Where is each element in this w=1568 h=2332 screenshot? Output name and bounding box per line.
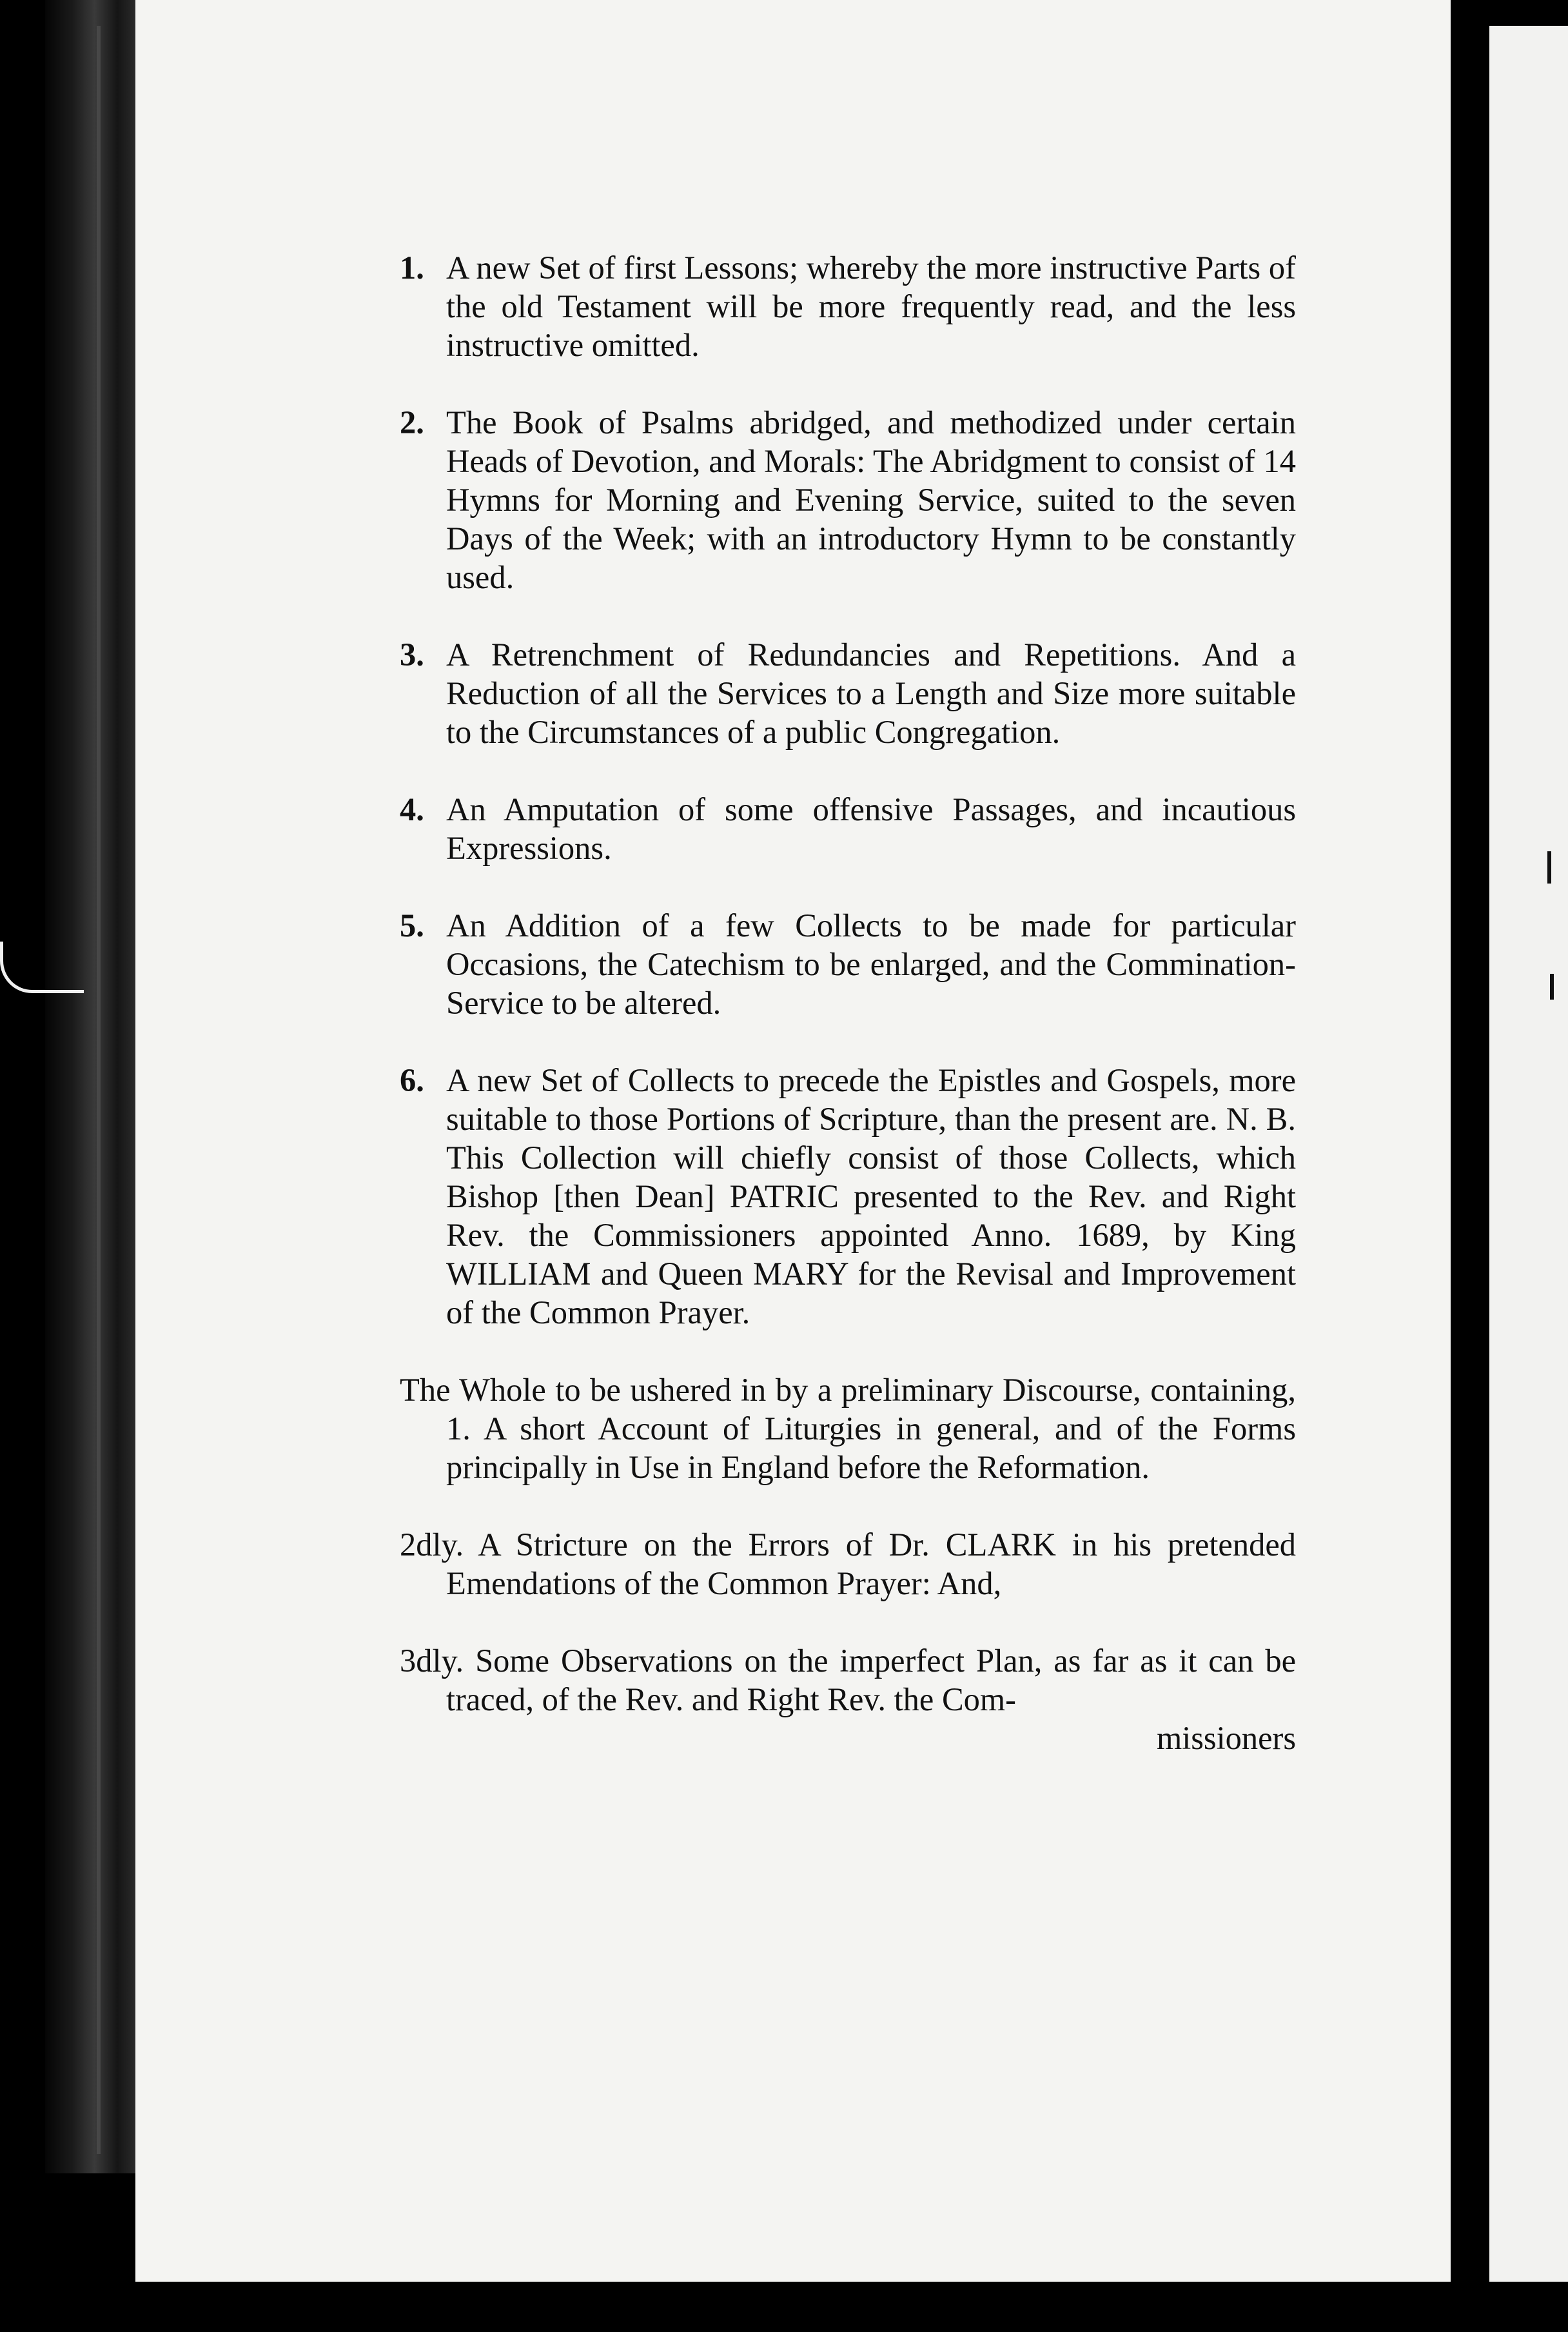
item-number: 2. bbox=[400, 404, 424, 440]
edge-mark bbox=[1550, 974, 1554, 1000]
list-item bbox=[400, 248, 1296, 364]
item-text: An Amputation of some offensive Passages, and incautious Expressions. bbox=[446, 791, 1296, 866]
item-number: 6. bbox=[400, 1062, 424, 1098]
list-item bbox=[400, 1061, 1296, 1332]
item-text: The Book of Psalms abridged, and methodized under certain Heads of Devotion, and Morals: The Abridgment to consist of 14 Hymns for Morning and Evening Service, suited to the seven Days of the Week; with an introductory Hymn to be constantly used. bbox=[446, 404, 1296, 595]
spine-edge bbox=[97, 26, 101, 2154]
list-item bbox=[400, 635, 1296, 751]
facing-page-edge bbox=[1489, 26, 1568, 2283]
item-text: A new Set of Collects to precede the Epistles and Gospels, more suitable to those Portions of Scripture, than the present are. N. B. This Collection will chiefly consist of those Collects, which Bishop [then Dean] PATRIC presented to the Rev. and Right Rev. the Commissioners appointed Anno. 1689, by King WILLIAM and Queen MARY for the Revisal and Improvement of the Common Prayer. bbox=[446, 1062, 1296, 1330]
book-spine bbox=[45, 0, 135, 2173]
page-gutter bbox=[1451, 0, 1489, 2332]
list-item bbox=[400, 403, 1296, 597]
edge-mark bbox=[1547, 851, 1551, 884]
item-text: A Retrenchment of Redundancies and Repetitions. And a Reduction of all the Services to a Length and Size more suitable to the Circumstances of a public Congregation. bbox=[446, 637, 1296, 750]
paragraph-whole: The Whole to be ushered in by a preliminary Discourse, containing, 1. A short Account of Liturgies in general, and of the Forms principally in Use in England before the Reformation. bbox=[400, 1372, 1296, 1485]
item-text: A new Set of first Lessons; whereby the more instructive Parts of the old Testament will be more frequently read, and the less instructive omitted. bbox=[446, 250, 1296, 363]
catchword: missioners bbox=[1156, 1720, 1296, 1756]
paragraph-third: 3dly. Some Observations on the imperfect Plan, as far as it can be traced, of the Rev. and Right Rev. the Com- bbox=[400, 1643, 1296, 1717]
list-item bbox=[400, 790, 1296, 867]
binding-mark bbox=[0, 942, 84, 993]
item-text: An Addition of a few Collects to be made for particular Occasions, the Catechism to be enlarged, and the Commination-Service to be altered. bbox=[446, 907, 1296, 1021]
list-item bbox=[400, 906, 1296, 1022]
scan-bottom-border bbox=[0, 2282, 1568, 2332]
page-text bbox=[400, 248, 1296, 1757]
item-number: 1. bbox=[400, 250, 424, 286]
item-number: 5. bbox=[400, 907, 424, 944]
paragraph-second: 2dly. A Stricture on the Errors of Dr. CLARK in his pretended Emendations of the Common Prayer: And, bbox=[400, 1527, 1296, 1601]
item-number: 3. bbox=[400, 637, 424, 673]
item-number: 4. bbox=[400, 791, 424, 827]
